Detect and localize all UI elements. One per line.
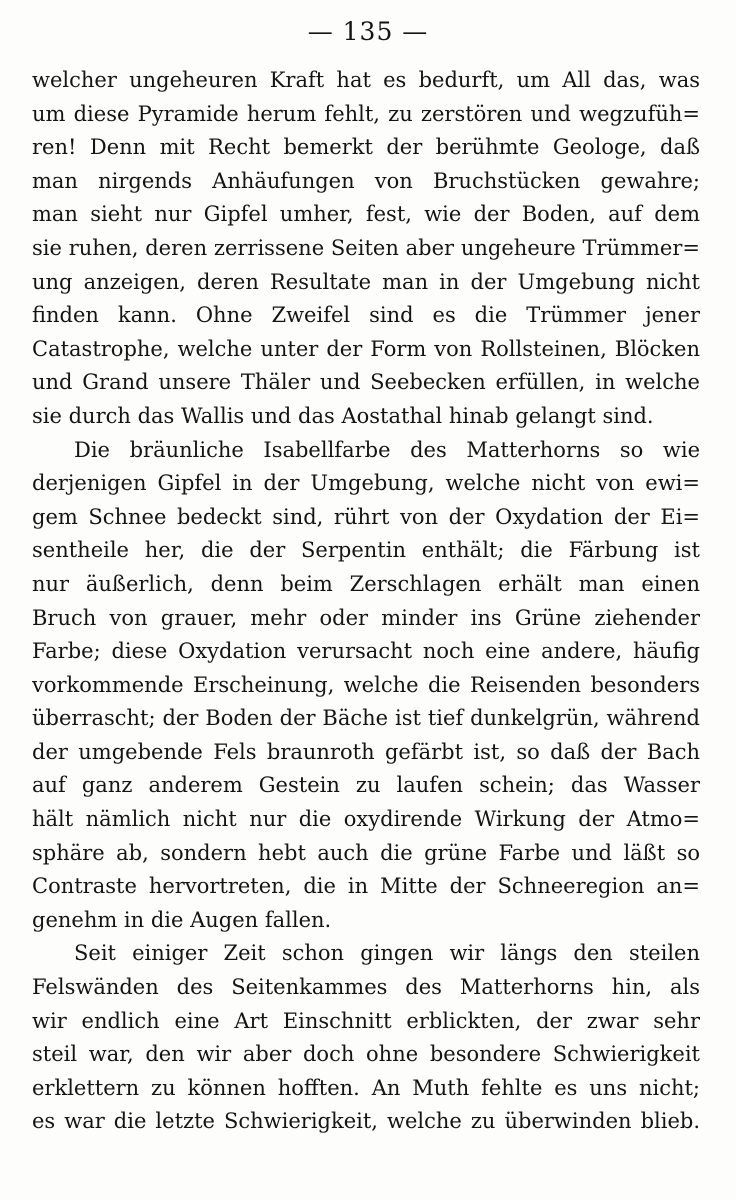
text-line: steil war, den wir aber doch ohne besondere Schwierigkeit <box>32 1042 700 1067</box>
text-line: hält nämlich nicht nur die oxydirende Wirkung der Atmo= <box>32 807 700 832</box>
text-line: welcher ungeheuren Kraft hat es bedurft, um All das, was <box>32 68 700 92</box>
text-line: der umgebende Fels braunroth gefärbt ist, so daß der Bach <box>32 739 700 764</box>
text-line: derjenigen Gipfel in der Umgebung, welche nicht von ewi= <box>32 471 700 496</box>
text-line: man sieht nur Gipfel umher, fest, wie der Boden, auf dem <box>32 202 700 227</box>
text-line: und Grand unsere Thäler und Seebecken erfüllen, in welche <box>32 370 700 395</box>
text-line: ung anzeigen, deren Resultate man in der Umgebung nicht <box>32 269 700 294</box>
paragraph-2 <box>32 434 700 938</box>
text-line: nur äußerlich, denn beim Zerschlagen erhält man einen <box>32 571 700 596</box>
text-line: Contraste hervortreten, die in Mitte der Schneeregion an= <box>32 874 700 899</box>
text-line: man nirgends Anhäufungen von Bruchstücken gewahre; <box>32 168 700 193</box>
text-line: sie durch das Wallis und das Aostathal hinab gelangt sind. <box>32 403 654 428</box>
paragraph-1 <box>32 64 700 434</box>
text-line: vorkommende Erscheinung, welche die Reisenden besonders <box>32 672 700 697</box>
text-line: Felswänden des Seitenkammes des Matterhorns hin, als <box>32 975 700 1000</box>
text-line: Farbe; diese Oxydation verursacht noch eine andere, häufig <box>32 639 700 664</box>
text-line: sphäre ab, sondern hebt auch die grüne Farbe und läßt so <box>32 840 700 865</box>
text-line: erklettern zu können hofften. An Muth fehlte es uns nicht; <box>32 1075 700 1100</box>
text-line: sentheile her, die der Serpentin enthält; die Färbung ist <box>32 538 700 563</box>
text-line: um diese Pyramide herum fehlt, zu zerstören und wegzufüh= <box>32 101 700 126</box>
text-line: wir endlich eine Art Einschnitt erblickten, der zwar sehr <box>32 1008 700 1033</box>
body-text <box>32 64 700 1139</box>
text-line: genehm in die Augen fallen. <box>32 907 332 932</box>
text-line: Bruch von grauer, mehr oder minder ins Grüne ziehender <box>32 605 700 630</box>
text-line: Catastrophe, welche unter der Form von Rollsteinen, Blöcken <box>32 336 700 361</box>
page-number: — 135 — <box>307 17 429 46</box>
text-line: gem Schnee bedeckt sind, rührt von der Oxydation der Ei= <box>32 504 700 529</box>
text-line: ren! Denn mit Recht bemerkt der berühmte Geologe, daß <box>32 135 700 160</box>
text-line: überrascht; der Boden der Bäche ist tief dunkelgrün, während <box>32 706 700 731</box>
text-line: Seit einiger Zeit schon gingen wir längs den steilen <box>74 941 700 966</box>
text-line: finden kann. Ohne Zweifel sind es die Trümmer jener <box>32 303 700 328</box>
text-line: Die bräunliche Isabellfarbe des Matterhorns so wie <box>74 437 700 462</box>
text-line: auf ganz anderem Gestein zu laufen schein; das Wasser <box>32 773 700 798</box>
text-line: es war die letzte Schwierigkeit, welche zu überwinden blieb. <box>32 1109 700 1134</box>
paragraph-3 <box>32 937 700 1139</box>
text-line: sie ruhen, deren zerrissene Seiten aber ungeheure Trümmer= <box>32 235 700 260</box>
